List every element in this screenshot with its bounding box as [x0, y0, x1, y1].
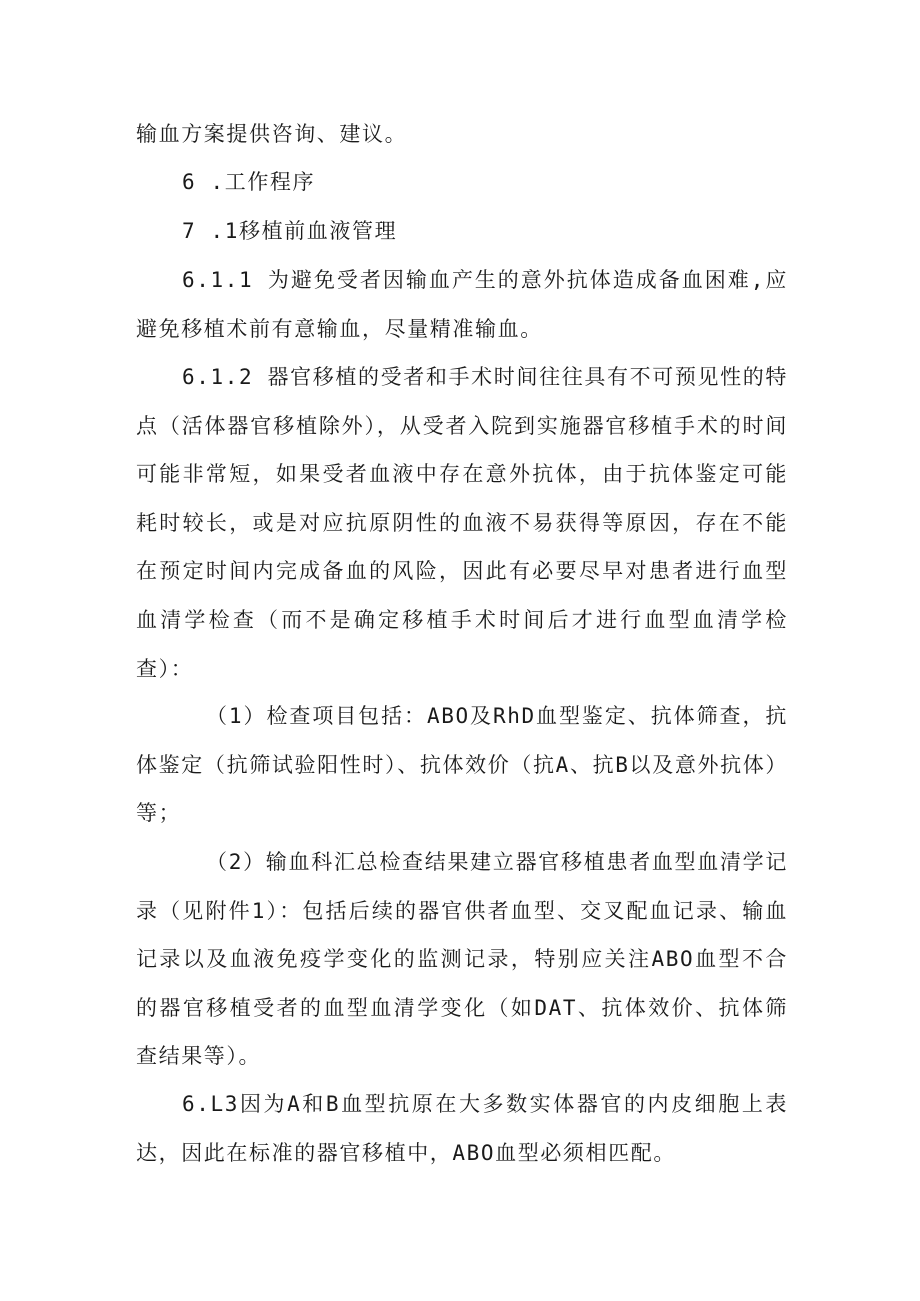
list-item-2: （2）输血科汇总检查结果建立器官移植患者血型血清学记录（见附件1）：包括后续的器官供者血型、交叉配血记录、输血记录以及血液免疫学变化的监测记录，特别应关注ABO血型不合的器官移植受者的血型血清学变化（如DAT、抗体效价、抗体筛查结果等）。: [136, 850, 788, 1069]
paragraph-6-1-3: 6.L3因为A和B血型抗原在大多数实体器官的内皮细胞上表达，因此在标准的器官移植中，ABO血型必须相匹配。: [136, 1092, 788, 1165]
subsection-heading-pre-transplant: 7 .1移植前血液管理: [182, 219, 398, 243]
section-heading-work-procedure: 6 .工作程序: [182, 170, 316, 194]
paragraph-6-1-1: 6.1.1 为避免受者因输血产生的意外抗体造成备血困难,应避免移植术前有意输血，尽量精准输血。: [136, 268, 788, 341]
paragraph-6-1-2: 6.1.2 器官移植的受者和手术时间往往具有不可预见性的特点（活体器官移植除外），从受者入院到实施器官移植手术的时间可能非常短，如果受者血液中存在意外抗体，由于抗体鉴定可能耗时较长，或是对应抗原阴性的血液不易获得等原因，存在不能在预定时间内完成备血的风险，因此有必要尽早对患者进行血型血清学检查（而不是确定移植手术时间后才进行血型血清学检查）：: [136, 365, 788, 681]
paragraph-continuation: 输血方案提供咨询、建议。: [136, 122, 408, 146]
list-item-1: （1）检查项目包括：ABO及RhD血型鉴定、抗体筛查，抗体鉴定（抗筛试验阳性时）、抗体效价（抗A、抗B以及意外抗体）等；: [136, 704, 788, 826]
